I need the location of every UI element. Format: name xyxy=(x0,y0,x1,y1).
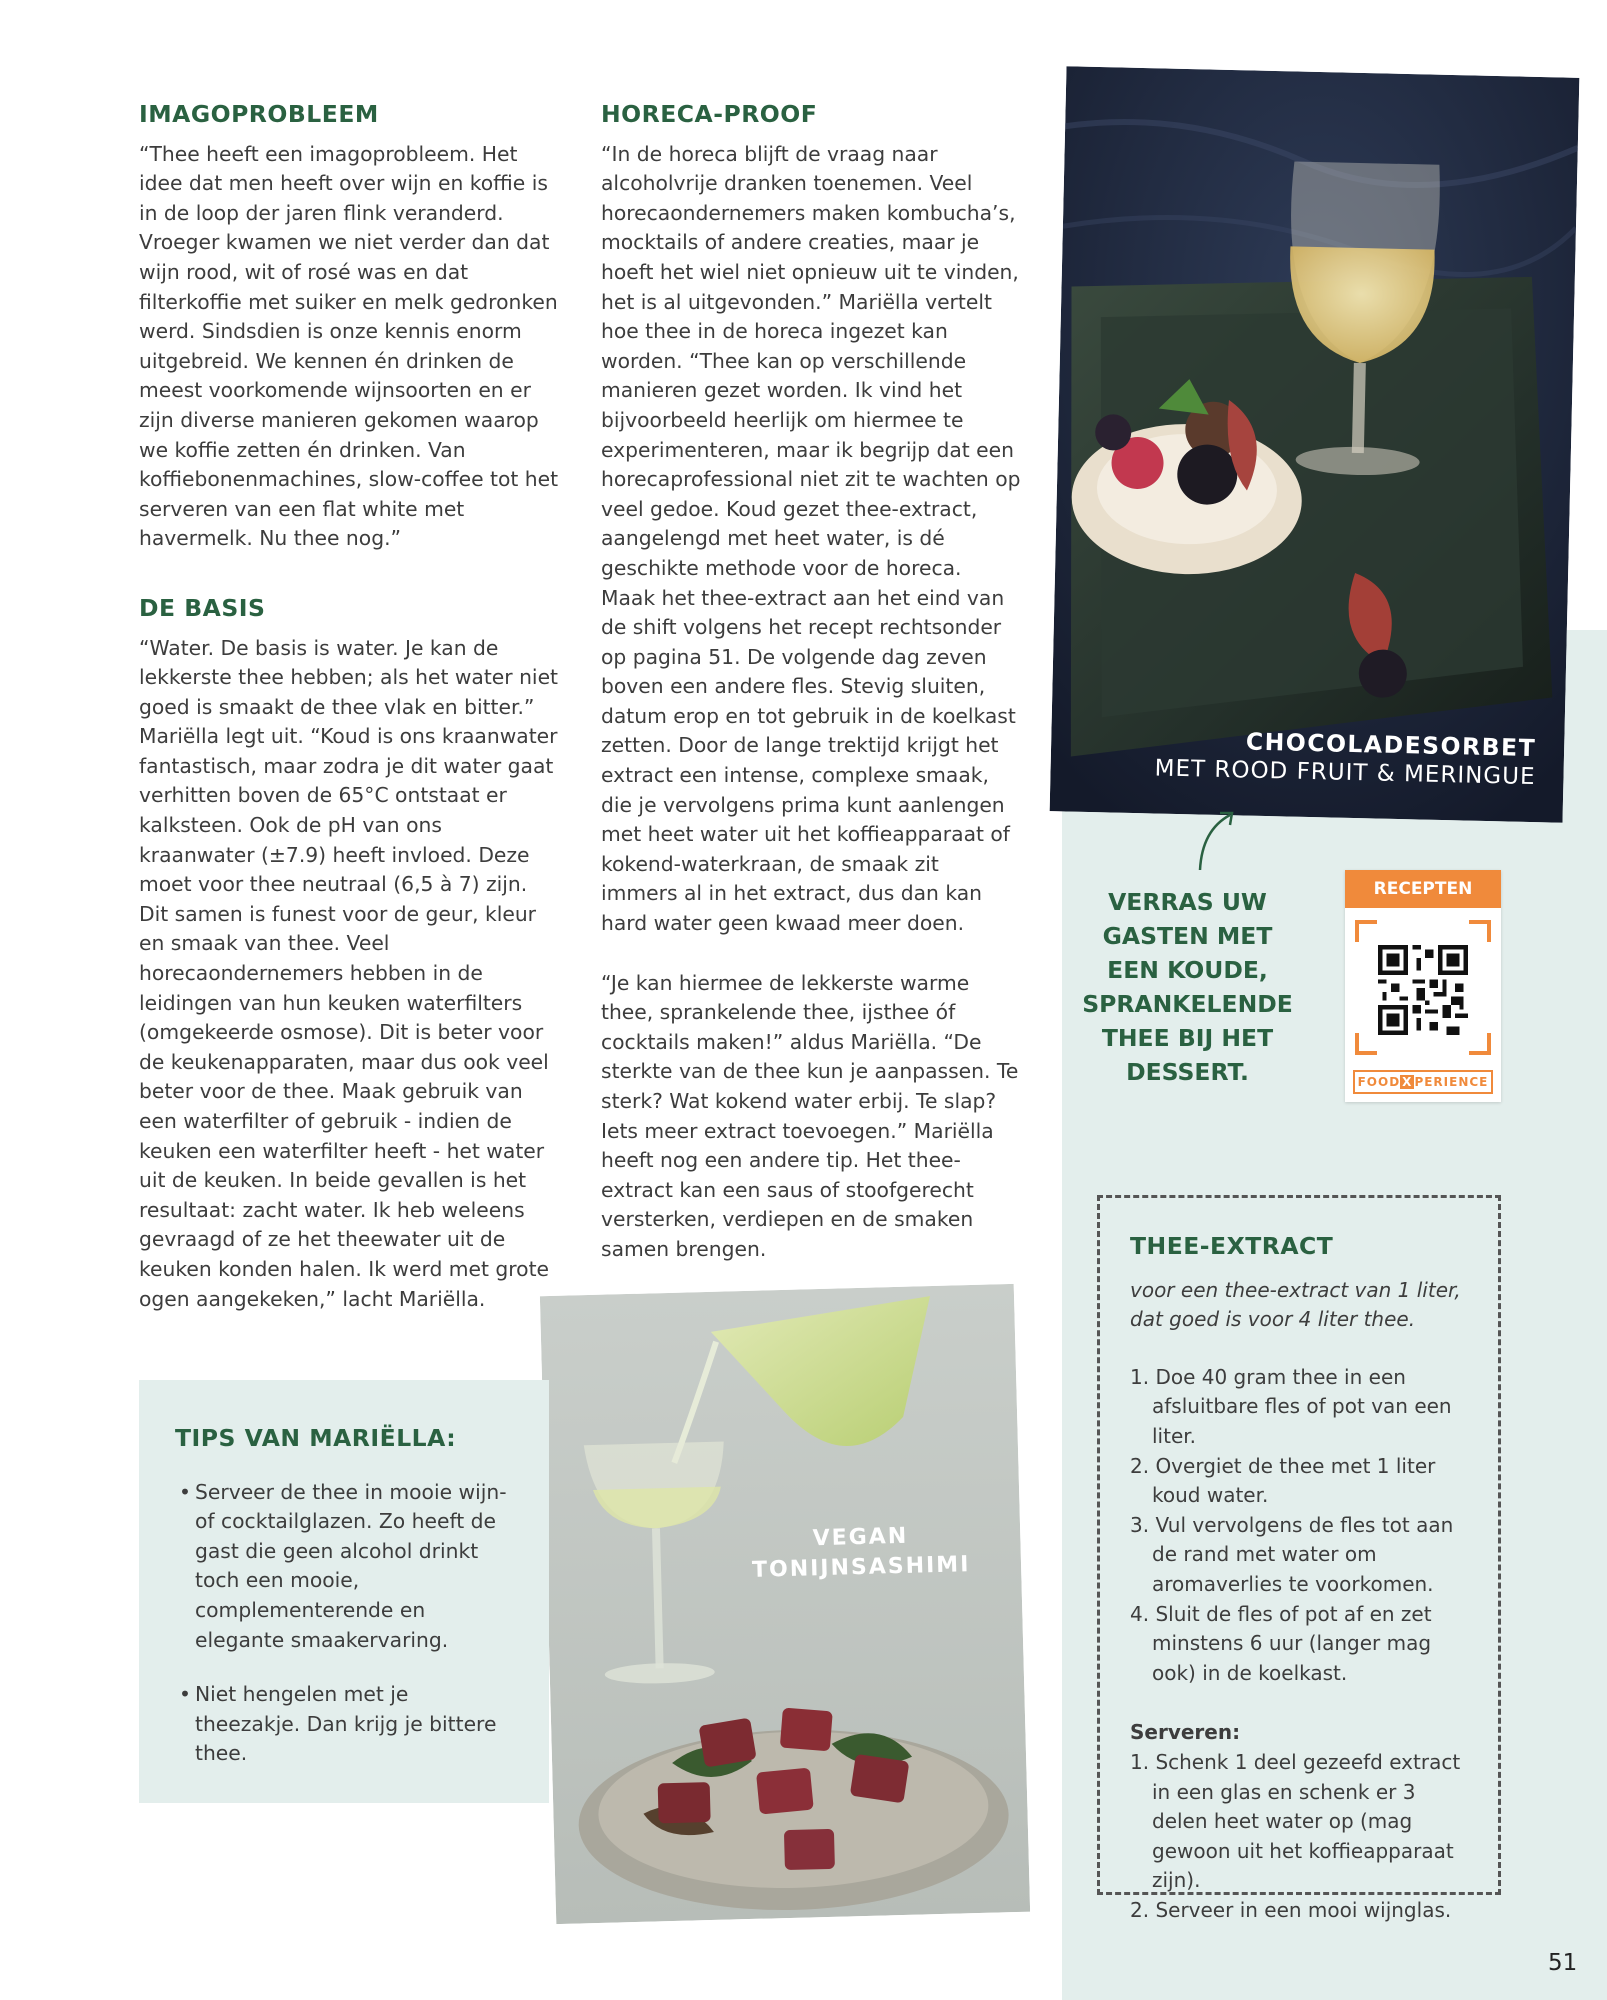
tagline-line: SPRANKELENDE xyxy=(1082,990,1293,1018)
frame-corner-icon xyxy=(1355,920,1377,942)
serve-steps xyxy=(1130,1748,1468,1926)
list-item: 1. Schenk 1 deel gezeefd extract in een glas en schenk er 3 delen heet water op (mag gewoon uit het koffieapparaat zijn). xyxy=(1130,1749,1461,1893)
photo-caption xyxy=(751,1520,971,1586)
photo-caption xyxy=(1154,725,1536,790)
recipe-heading: THEE-EXTRACT xyxy=(1130,1232,1334,1260)
frame-corner-icon xyxy=(1355,1033,1377,1055)
list-item: 1. Doe 40 gram thee in een afsluitbare fles of pot van een liter. xyxy=(1130,1364,1452,1448)
paragraph-imagoprobleem: “Thee heeft een imagoprobleem. Het idee dat men heeft over wijn en koffie is in de loop der jaren flink veranderd. Vroeger kwamen we niet verder dan dat wijn rood, wit of rosé was en dat filterkoffie met suiker en melk gedronken werd. Sindsdien is onze kennis enorm uitgebreid. We kennen én drinken de meest voorkomende wijnsoorten en er zijn diverse manieren gekomen waarop we koffie zetten én drinken. Van koffiebonenmachines, slow-coffee tot het serveren van een flat white met havermelk. Nu thee nog.” xyxy=(139,141,559,551)
photo-chocoladesorbet xyxy=(1050,66,1580,822)
frame-corner-icon xyxy=(1469,1033,1491,1055)
list-item: 2. Overgiet de thee met 1 liter koud water. xyxy=(1130,1453,1436,1508)
tagline xyxy=(1065,885,1310,1089)
photo-vegan-tonijnsashimi xyxy=(540,1284,1030,1924)
recipe-steps xyxy=(1130,1363,1468,1689)
section-heading-horeca-proof: HORECA-PROOF xyxy=(601,100,818,128)
tagline-line: DESSERT. xyxy=(1126,1058,1249,1086)
curved-arrow-icon xyxy=(1190,805,1250,875)
qr-code-icon[interactable] xyxy=(1378,945,1468,1035)
tips-list xyxy=(175,1478,513,1769)
serve-heading: Serveren: xyxy=(1130,1720,1241,1745)
caption-line: VEGAN xyxy=(812,1523,909,1552)
tagline-line: EEN KOUDE, xyxy=(1107,956,1268,984)
list-item: 4. Sluit de fles of pot af en zet minstens 6 uur (langer mag ook) in de koelkast. xyxy=(1130,1601,1432,1685)
tagline-line: THEE BIJ HET xyxy=(1101,1024,1274,1052)
recipe-box-thee-extract xyxy=(1097,1195,1501,1922)
section-heading-imagoprobleem: IMAGOPROBLEEM xyxy=(139,100,379,128)
foodxperience-logo: FOOD X PERIENCE xyxy=(1353,1070,1493,1094)
caption-subtitle: MET ROOD FRUIT & MERINGUE xyxy=(1154,755,1536,791)
caption-line: TONIJNSASHIMI xyxy=(751,1552,971,1583)
section-heading-de-basis: DE BASIS xyxy=(139,593,266,622)
list-item: 2. Serveer in een mooi wijnglas. xyxy=(1130,1897,1452,1922)
list-item: • Serveer de thee in mooie wijn- of cocktailglazen. Zo heeft de gast die geen alcohol drinkt toch een mooie, complementerende en elegante smaakervaring. xyxy=(175,1478,513,1656)
article-column-middle xyxy=(601,100,1021,1265)
page-number: 51 xyxy=(1548,1950,1578,1976)
frame-corner-icon xyxy=(1469,920,1491,942)
tagline-line: GASTEN MET xyxy=(1102,922,1273,950)
tips-heading: TIPS VAN MARIËLLA: xyxy=(175,1424,457,1452)
paragraph-horeca-1: “In de horeca blijft de vraag naar alcoholvrije dranken toenemen. Veel horecaondernemers maken kombucha’s, mocktails of andere creaties, maar je hoeft het wiel niet opnieuw uit te vinden, het is al uitgevonden.” Mariëlla vertelt hoe thee in de horeca ingezet kan worden. “Thee kan op verschillende manieren gezet worden. Ik vind het bijvoorbeeld heerlijk om hiermee te experimenteren, maar ik begrijp dat een horecaprofessional niet zit te wachten op veel gedoe. Koud gezet thee-extract, aangelengd met heet water, is dé geschikte methode voor de horeca. Maak het thee-extract aan het eind van de shift volgens het recept rechtsonder op pagina 51. De volgende dag zeven boven een andere fles. Stevig sluiten, datum erop en tot gebruik in de koelkast zetten. Door de lange trektijd krijgt het extract een intense, complexe smaak, die je vervolgens prima kunt aanlengen met heet water uit het koffieapparaat of kokend-waterkraan, de smaak zit immers al in het extract, dus dan kan hard water geen kwaad meer doen. xyxy=(601,141,1021,936)
paragraph-de-basis: “Water. De basis is water. Je kan de lekkerste thee hebben; als het water niet goed is smaakt de thee vlak en bitter.” Mariëlla legt uit. “Koud is ons kraanwater fantastisch, maar zodra je dit water gaat verhitten boven de 65°C ontstaat er kalksteen. Ook de pH van ons kraanwater (±7.9) heeft invloed. Deze moet voor thee neutraal (6,5 à 7) zijn. Dit samen is funest voor de geur, kleur en smaak van thee. Veel horecaondernemers hebben in de leidingen van hun keuken waterfilters (omgekeerde osmose). Dit is beter voor de keukenapparaten, maar dus ook veel beter voor de thee. Maak gebruik van een waterfilter of gebruik - indien de keuken een waterfilter heeft - het water uit de keuken. In beide gevallen is het resultaat: zacht water. Ik heb weleens gevraagd of ze het theewater uit de keuken konden halen. Ik werd met grote ogen aangekeken,” lacht Mariëlla. xyxy=(139,635,558,1311)
article-column-left xyxy=(139,100,559,1314)
paragraph-horeca-2: “Je kan hiermee de lekkerste warme thee, sprankelende thee, ijsthee óf cocktails maken!” aldus Mariëlla. “De sterkte van de thee kun je aanpassen. Te sterk? Wat kokend water erbij. Te slap? Iets meer extract toevoegen.” Mariëlla heeft nog een andere tip. Het thee-extract kan een saus of stoofgerecht versterken, verdiepen en de smaken samen brengen. xyxy=(601,970,1019,1261)
dessert-photo-illustration xyxy=(1050,66,1580,822)
tips-box xyxy=(139,1380,549,1803)
sashimi-photo-illustration xyxy=(540,1284,1030,1924)
recepten-tag: RECEPTEN xyxy=(1345,870,1501,908)
list-item: • Niet hengelen met je theezakje. Dan krijg je bittere thee. xyxy=(175,1680,513,1769)
tagline-line: VERRAS UW xyxy=(1108,888,1267,916)
caption-title: CHOCOLADESORBET xyxy=(1245,727,1537,763)
recipe-qr-card[interactable] xyxy=(1345,870,1501,1102)
recipe-intro: voor een thee-extract van 1 liter, dat goed is voor 4 liter thee. xyxy=(1130,1277,1461,1332)
list-item: 3. Vul vervolgens de fles tot aan de rand met water om aromaverlies te voorkomen. xyxy=(1130,1512,1454,1596)
